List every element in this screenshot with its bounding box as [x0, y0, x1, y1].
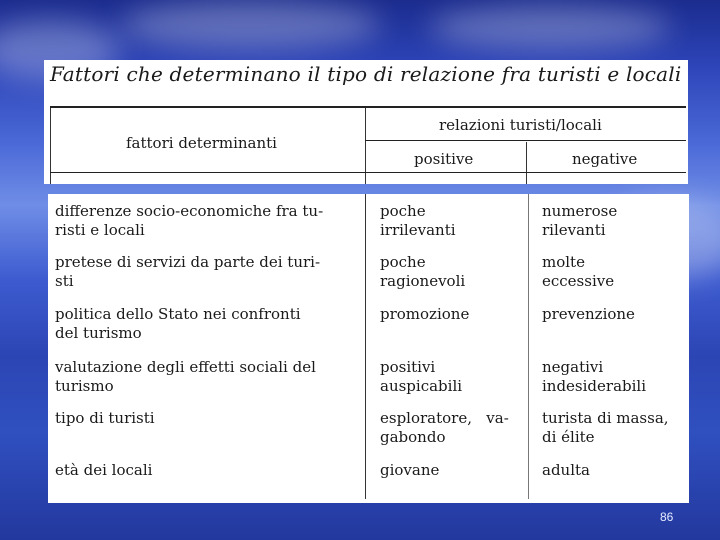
header-mid-rule: [365, 140, 686, 141]
cell-line: risti e locali: [55, 221, 145, 239]
cell-line: irrilevanti: [380, 221, 456, 239]
cell-line: positivi: [380, 358, 436, 376]
cell-line: poche: [380, 202, 426, 220]
table-row-3-positive: [380, 305, 469, 324]
table-row-4-negative: [542, 358, 646, 396]
cell-line: molte: [542, 253, 585, 271]
table-row-6-factor: [55, 461, 152, 480]
table-row-4-positive: [380, 358, 462, 396]
cell-line: del turismo: [55, 324, 142, 342]
cell-line: turista di massa,: [542, 409, 669, 427]
cell-line: valutazione degli effetti sociali del: [55, 358, 316, 376]
header-negative: negative: [572, 150, 638, 168]
table-title: Fattori che determinano il tipo di relazione fra turisti e locali: [50, 62, 682, 86]
table-row-1-negative: [542, 202, 617, 240]
table-header-sheet: [44, 60, 688, 184]
cell-line: di élite: [542, 428, 595, 446]
cell-line: auspicabili: [380, 377, 463, 395]
table-body-sheet: [48, 194, 689, 503]
header-bottom-rule: [50, 172, 686, 173]
table-row-3-negative: [542, 305, 635, 324]
cell-line: eccessive: [542, 272, 615, 290]
body-divider-columns: [528, 194, 529, 499]
cell-line: differenze socio-economiche fra tu-: [55, 202, 324, 220]
table-row-5-factor: [55, 409, 155, 428]
cell-line: ragionevoli: [380, 272, 466, 290]
cell-line: gabondo: [380, 428, 446, 446]
cell-line: numerose: [542, 202, 618, 220]
table-row-5-positive: [380, 409, 509, 447]
cell-line: sti: [55, 272, 74, 290]
cell-line: promozione: [380, 305, 470, 323]
cell-line: prevenzione: [542, 305, 635, 323]
table-row-1-positive: [380, 202, 456, 240]
background-cloud: [120, 0, 380, 50]
header-positive: positive: [414, 150, 474, 168]
cell-line: indesiderabili: [542, 377, 647, 395]
header-top-rule: [50, 106, 686, 108]
cell-line: poche: [380, 253, 426, 271]
cell-line: politica dello Stato nei confronti: [55, 305, 301, 323]
cell-line: tipo di turisti: [55, 409, 155, 427]
cell-line: pretese di servizi da parte dei turi-: [55, 253, 321, 271]
table-row-3-factor: [55, 305, 301, 343]
header-relations: relazioni turisti/locali: [439, 116, 602, 134]
table-row-2-negative: [542, 253, 614, 291]
page-number: 86: [660, 510, 674, 524]
cell-line: età dei locali: [55, 461, 153, 479]
background-cloud: [430, 5, 670, 50]
cell-line: turismo: [55, 377, 114, 395]
table-row-5-negative: [542, 409, 669, 447]
cell-line: giovane: [380, 461, 440, 479]
table-row-2-factor: [55, 253, 320, 291]
cell-line: negativi: [542, 358, 604, 376]
table-row-6-negative: [542, 461, 590, 480]
cell-line: adulta: [542, 461, 590, 479]
cell-line: rilevanti: [542, 221, 606, 239]
table-row-4-factor: [55, 358, 316, 396]
table-row-2-positive: [380, 253, 465, 291]
header-factors: fattori determinanti: [126, 134, 277, 152]
header-divider-columns: [526, 142, 527, 184]
table-row-6-positive: [380, 461, 439, 480]
body-divider-factors: [365, 194, 366, 499]
table-row-1-factor: [55, 202, 323, 240]
cell-line: esploratore, va-: [380, 409, 509, 427]
